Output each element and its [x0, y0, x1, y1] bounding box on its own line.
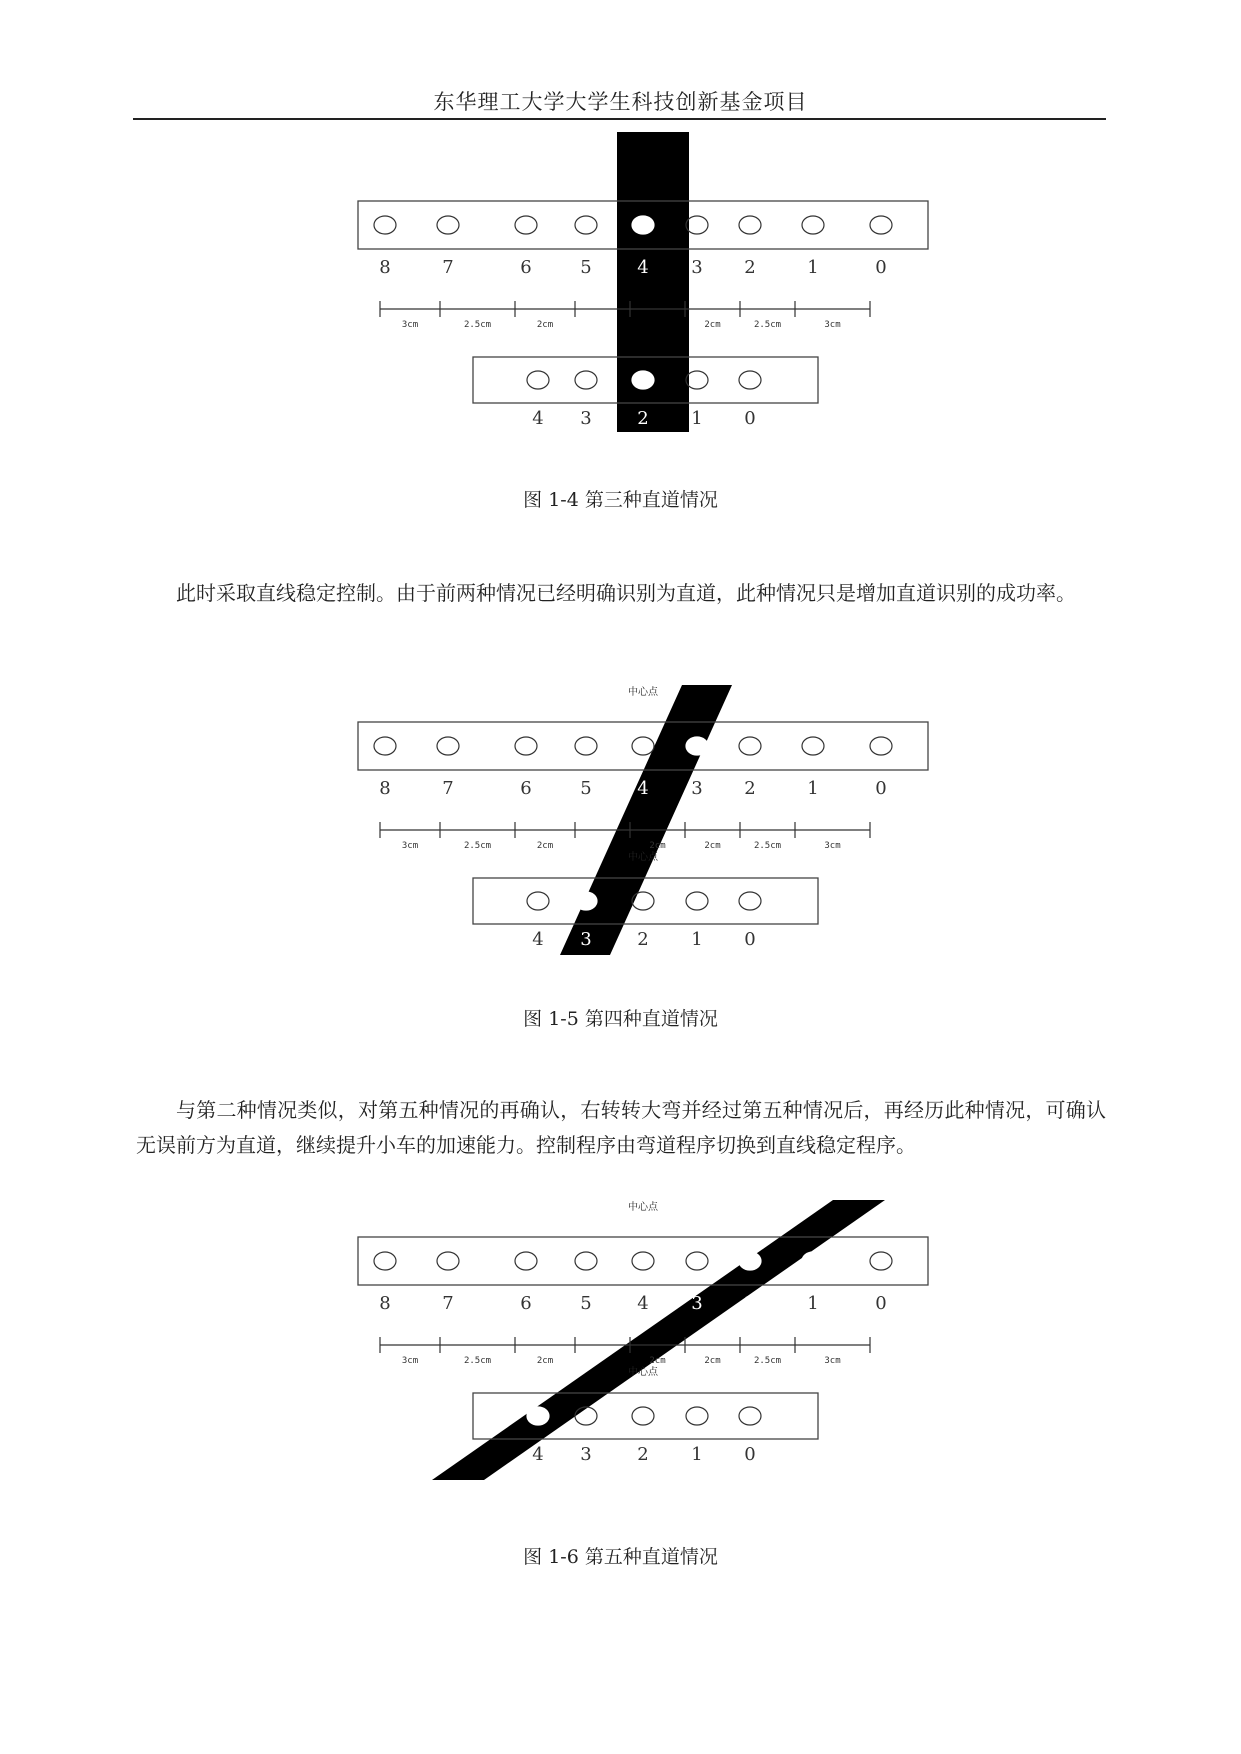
center-point-label: 中心点: [628, 687, 658, 698]
track-band: [617, 132, 689, 432]
sensor: [515, 216, 537, 234]
sensor-number: 3: [580, 408, 592, 429]
sensor-number: 2: [637, 929, 649, 950]
figure-1-5: [330, 685, 930, 960]
sensor: [802, 216, 824, 234]
sensor: [686, 1407, 708, 1425]
sensor: [515, 737, 537, 755]
scale-label: 2cm: [536, 1356, 554, 1366]
sensor-diagram: [330, 132, 930, 442]
sensor-number: 1: [691, 1444, 703, 1465]
sensor-board-front: [358, 1237, 928, 1285]
sensor-number: 2: [744, 257, 756, 278]
sensor-active: [739, 1252, 761, 1270]
sensor-active: [802, 1252, 824, 1270]
sensor: [575, 216, 597, 234]
track-band: [560, 685, 732, 955]
sensor: [739, 892, 761, 910]
figure-caption: 图 1-5 第四种直道情况: [523, 1008, 718, 1030]
scale-label: 2cm: [649, 841, 666, 851]
track-band: [432, 1200, 885, 1480]
sensor-number: 8: [379, 778, 391, 799]
center-point-label: 中心点: [628, 1367, 658, 1378]
sensor-diagram: [330, 1200, 930, 1485]
scale-label: 2.5cm: [753, 320, 782, 330]
scale-label: 3cm: [401, 1356, 419, 1366]
scale-label: 2.5cm: [463, 320, 492, 330]
sensor-active: [527, 1407, 549, 1425]
sensor: [802, 737, 824, 755]
scale-label: 2cm: [704, 320, 721, 330]
sensor: [870, 737, 892, 755]
sensor: [515, 1252, 537, 1270]
sensor-number: 7: [442, 778, 454, 799]
scale-label: 3cm: [401, 841, 419, 851]
scale-label: 2.5cm: [753, 841, 782, 851]
sensor: [632, 737, 654, 755]
sensor-number: 2: [744, 778, 756, 799]
sensor-active: [632, 216, 654, 234]
sensor: [686, 1252, 708, 1270]
sensor-number: 4: [532, 1444, 544, 1465]
sensor-number: 7: [442, 257, 454, 278]
scale-label: 2cm: [704, 841, 721, 851]
sensor-number: 4: [532, 408, 544, 429]
scale-label: 3cm: [824, 841, 841, 851]
sensor-number: 0: [875, 1293, 887, 1314]
scale-label: 3cm: [824, 320, 841, 330]
sensor: [739, 1407, 761, 1425]
sensor-number: 8: [379, 1293, 391, 1314]
scale-label: 2cm: [536, 841, 554, 851]
sensor-number: 1: [691, 408, 703, 429]
sensor-board-front: [358, 722, 928, 770]
sensor: [739, 737, 761, 755]
scale-label: 3cm: [401, 320, 419, 330]
sensor-number: 2: [744, 1293, 756, 1314]
sensor-number: 1: [691, 929, 703, 950]
sensor: [632, 1407, 654, 1425]
sensor-board-rear: [473, 878, 818, 924]
scale-label: 2.5cm: [753, 1356, 782, 1366]
sensor-number: 1: [807, 778, 819, 799]
sensor-number: 8: [379, 257, 391, 278]
sensor-number: 4: [637, 257, 649, 278]
sensor-number: 3: [580, 1444, 592, 1465]
sensor-number: 5: [580, 257, 592, 278]
scale-label: 2.5cm: [463, 1356, 492, 1366]
figure-1-4: [330, 132, 930, 442]
figure-caption: 图 1-4 第三种直道情况: [523, 489, 718, 511]
sensor: [575, 737, 597, 755]
sensor: [686, 892, 708, 910]
sensor-number: 3: [691, 778, 703, 799]
sensor-number: 0: [875, 778, 887, 799]
sensor: [575, 1252, 597, 1270]
sensor-number: 3: [691, 1293, 703, 1314]
sensor: [437, 1252, 459, 1270]
sensor: [870, 1252, 892, 1270]
sensor-number: 2: [637, 408, 649, 429]
sensor: [575, 1407, 597, 1425]
sensor-number: 2: [637, 1444, 649, 1465]
sensor-number: 6: [520, 778, 532, 799]
sensor-number: 5: [580, 1293, 592, 1314]
sensor: [870, 216, 892, 234]
sensor-active: [632, 371, 654, 389]
center-point-label: 中心点: [628, 1202, 658, 1213]
sensor-number: 4: [637, 778, 649, 799]
sensor-number: 0: [744, 929, 756, 950]
sensor-number: 3: [691, 257, 703, 278]
header-rule: [133, 118, 1106, 120]
scale-label: 2cm: [536, 320, 554, 330]
sensor-number: 0: [875, 257, 887, 278]
sensor: [686, 216, 708, 234]
sensor-number: 3: [580, 929, 592, 950]
sensor: [527, 371, 549, 389]
figure-caption: 图 1-6 第五种直道情况: [523, 1546, 718, 1568]
sensor-number: 5: [580, 778, 592, 799]
sensor-number: 1: [807, 1293, 819, 1314]
sensor: [632, 1252, 654, 1270]
scale-label: 3cm: [824, 1356, 841, 1366]
scale-label: 2cm: [704, 1356, 721, 1366]
sensor-number: 0: [744, 408, 756, 429]
sensor-number: 4: [532, 929, 544, 950]
sensor-diagram: [330, 685, 930, 960]
sensor: [437, 737, 459, 755]
figure-1-6: [330, 1200, 930, 1485]
sensor: [575, 371, 597, 389]
sensor-number: 6: [520, 257, 532, 278]
paragraph: 与第二种情况类似，对第五种情况的再确认，右转转大弯并经过第五种情况后，再经历此种情况，可确认无误前方为直道，继续提升小车的加速能力。控制程序由弯道程序切换到直线稳定程序。: [136, 1098, 1106, 1157]
sensor: [739, 216, 761, 234]
sensor: [374, 216, 396, 234]
page-header: 东华理工大学大学生科技创新基金项目: [433, 90, 808, 114]
scale-label: 2.5cm: [463, 841, 492, 851]
sensor-active: [686, 737, 708, 755]
sensor: [686, 371, 708, 389]
center-point-label: 中心点: [628, 852, 658, 863]
sensor: [527, 892, 549, 910]
sensor-number: 4: [637, 1293, 649, 1314]
sensor: [374, 1252, 396, 1270]
sensor-number: 6: [520, 1293, 532, 1314]
sensor-active: [575, 892, 597, 910]
sensor: [632, 892, 654, 910]
sensor: [437, 216, 459, 234]
scale-label: 2cm: [649, 1356, 666, 1366]
paragraph: 此时采取直线稳定控制。由于前两种情况已经明确识别为直道，此种情况只是增加直道识别的成功率。: [176, 581, 1076, 605]
sensor-number: 1: [807, 257, 819, 278]
sensor-number: 7: [442, 1293, 454, 1314]
sensor: [739, 371, 761, 389]
sensor-number: 0: [744, 1444, 756, 1465]
sensor: [374, 737, 396, 755]
